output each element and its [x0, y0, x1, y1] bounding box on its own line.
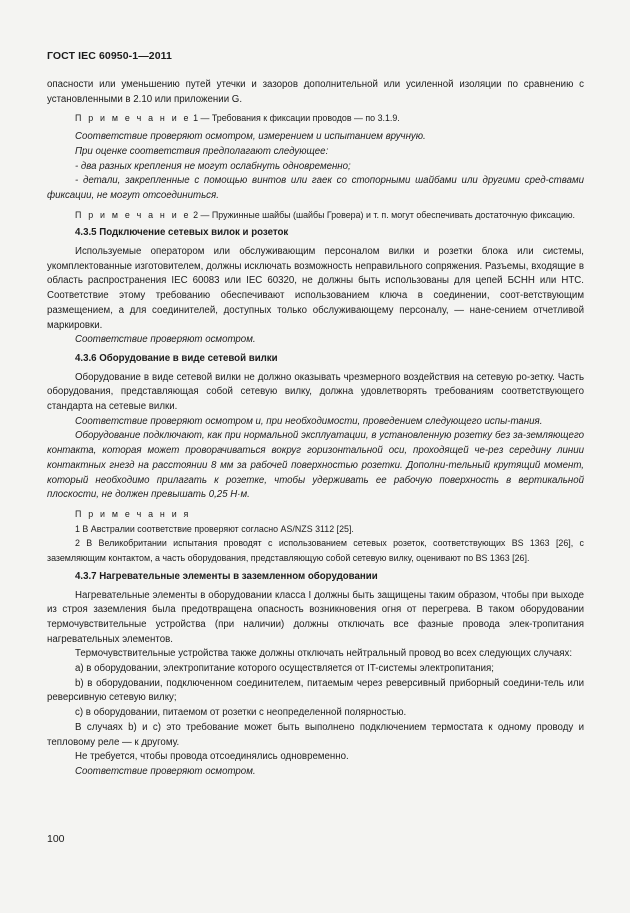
compliance-text: Соответствие проверяют осмотром.: [75, 765, 256, 777]
compliance-text: Соответствие проверяют осмотром, измерением и испытанием вручную.: [75, 131, 426, 143]
paragraph: опасности или уменьшению путей утечки и зазоров дополнительной или усиленной изоляции по сравнению с установленными в 2.10 или приложении G.: [47, 79, 584, 105]
list-item: b) в оборудовании, подключенном соединителем, питаемым через реверсивный приборный соедини-тель или реверсивную сетевую вилку;: [47, 677, 584, 704]
note-1: [47, 111, 584, 126]
test-description: Оборудование подключают, как при нормальной эксплуатации, в установленную розетку без за-земляющего контакта, которая может проворачиваться вокруг горизонтальной оси, проходящей че-рез середину линии контактных гнезд на расстоянии 8 мм за рабочей поверхностью розетки. Дополни-тельный крутящий момент, который необходимо прилагать к розетке, чтобы удерживать ее рабочую поверхность в вертикальной плоскости, не должен превышать 0,25 Н·м.: [47, 430, 584, 501]
note-label: П р и м е ч а н и е: [75, 113, 191, 124]
paragraph: Не требуется, чтобы провода отсоединялись одновременно.: [75, 751, 349, 763]
notes-label: П р и м е ч а н и я: [75, 508, 191, 519]
list-item: a) в оборудовании, электропитание которого осуществляется от IT-системы электропитания;: [75, 663, 494, 675]
note-2: [47, 208, 584, 223]
section-heading-4-3-7: 4.3.7 Нагревательные элементы в заземленном оборудовании: [75, 570, 378, 582]
note-label: П р и м е ч а н и е: [75, 209, 191, 220]
paragraph: В случаях b) и c) это требование может быть выполнено подключением термостата к одному проводу и тепловому реле — к другому.: [47, 721, 584, 748]
compliance-text: Соответствие проверяют осмотром и, при необходимости, проведением следующего испы-тания.: [75, 415, 543, 427]
list-item: c) в оборудовании, питаемом от розетки с неопределенной полярностью.: [75, 707, 407, 719]
paragraph: Нагревательные элементы в оборудовании класса I должны быть защищены таким образом, чтобы при выходе из строя заземления была предотвращена опасность возникновения огня от перегрева. В таком оборудовании термочувствительные устройства (при наличии) должны отключать все фазные провода элек-тропитания нагревательных элементов.: [47, 589, 584, 645]
section-heading-4-3-6: 4.3.6 Оборудование в виде сетевой вилки: [75, 352, 278, 364]
paragraph: При оценке соответствия предполагают следующее:: [75, 145, 329, 157]
list-item: - детали, закрепленные с помощью винтов или гаек со стопорными шайбами или другими сред-ствами фиксации, не могут отсоединиться.: [47, 175, 584, 201]
section-heading-4-3-5: 4.3.5 Подключение сетевых вилок и розеток: [75, 227, 289, 239]
list-item: - два разных крепления не могут ослабнуть одновременно;: [75, 160, 351, 172]
page-number: 100: [47, 833, 65, 845]
compliance-text: Соответствие проверяют осмотром.: [75, 334, 256, 346]
standard-header: ГОСТ IEC 60950-1—2011: [47, 50, 172, 62]
paragraph: Оборудование в виде сетевой вилки не должно оказывать чрезмерного воздействия на сетевую ро-зетку. Часть оборудования, представляющая собой сетевую вилку, должна удовлетворять требованиям соответствующего стандарта на сетевые вилки.: [47, 371, 584, 413]
note-item: 1 В Австралии соответствие проверяют согласно AS/NZS 3112 [25].: [75, 523, 354, 534]
note-text: 2 — Пружинные шайбы (шайбы Гровера) и т. п. могут обеспечивать достаточную фиксацию.: [190, 209, 576, 220]
note-item: 2 В Великобритании испытания проводят с использованием сетевых розеток, соответствующих BS 1363 [26], с заземляющим контактом, а часть оборудования, представляющую собой сетевую вилку, оценивают по BS 1363 [26].: [47, 538, 584, 564]
paragraph: Термочувствительные устройства также должны отключать нейтральный провод во всех следующих случаях:: [75, 648, 573, 660]
note-text: 1 — Требования к фиксации проводов — по 3.1.9.: [190, 113, 400, 124]
body-text: [47, 78, 584, 780]
paragraph: Используемые оператором или обслуживающим персоналом вилки и розетки блока или системы, укомплектованные изготовителем, должны исключать возможность неправильного сопряжения. Разъемы, входящие в область распространения IEC 60083 или IEC 60320, не должны быть использованы для цепей БСНН или НТС. Соответствие этому требованию обеспечивают использованием ключа в соединении, соот-ветствующим размещением, а для соединителей, доступных только обслуживающему персоналу, — нане-сением отчетливой маркировки.: [47, 246, 584, 331]
